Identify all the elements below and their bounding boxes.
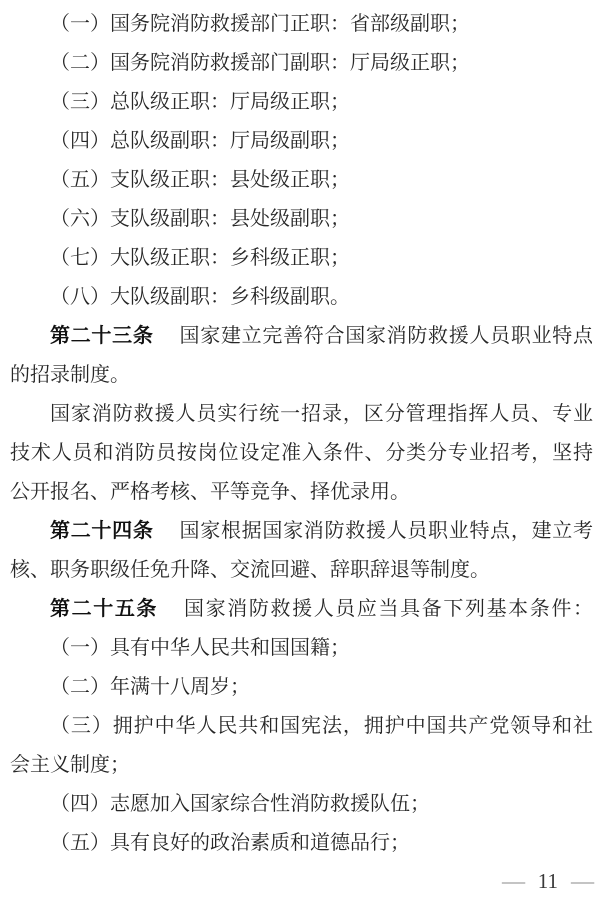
page-footer bbox=[503, 868, 593, 894]
text-line: 公开报名、严格考核、平等竞争、择优录用。 bbox=[10, 481, 410, 503]
text-line: 核、职务职级任免升降、交流回避、辞职辞退等制度。 bbox=[10, 559, 490, 581]
text-line: （四）总队级副职：厅局级副职； bbox=[50, 130, 350, 152]
text-line: （一）国务院消防救援部门正职：省部级副职； bbox=[50, 13, 470, 35]
text-line: 会主义制度； bbox=[10, 754, 130, 776]
text-line: （三）拥护中华人民共和国宪法，拥护中国共产党领导和社 bbox=[50, 715, 593, 737]
article-number: 第二十五条 bbox=[50, 598, 159, 620]
text-line: （三）总队级正职：厅局级正职； bbox=[50, 91, 350, 113]
text-line: 的招录制度。 bbox=[10, 364, 130, 386]
text-line: （五）支队级正职：县处级正职； bbox=[50, 169, 350, 191]
page-number: 11 bbox=[537, 869, 558, 893]
text-line: 技术人员和消防员按岗位设定准入条件、分类分专业招考，坚持 bbox=[10, 442, 593, 464]
text-line: 国家消防救援人员实行统一招录，区分管理指挥人员、专业 bbox=[50, 403, 593, 425]
article-line: 第二十四条 国家根据国家消防救援人员职业特点，建立考 bbox=[50, 520, 593, 542]
text-line: （六）支队级副职：县处级副职； bbox=[50, 208, 350, 230]
text-line: （七）大队级正职：乡科级正职； bbox=[50, 247, 350, 269]
text-line: （二）年满十八周岁； bbox=[50, 676, 250, 698]
footer-dash-left: — bbox=[501, 869, 525, 893]
text-line: （二）国务院消防救援部门副职：厅局级正职； bbox=[50, 52, 470, 74]
document-body bbox=[10, 5, 593, 863]
text-line: （四）志愿加入国家综合性消防救援队伍； bbox=[50, 793, 430, 815]
article-number: 第二十四条 bbox=[50, 520, 154, 542]
article-number: 第二十三条 bbox=[50, 325, 154, 347]
text-line: （一）具有中华人民共和国国籍； bbox=[50, 637, 350, 659]
footer-dash-right: — bbox=[570, 869, 595, 893]
text-line: （八）大队级副职：乡科级副职。 bbox=[50, 286, 350, 308]
text-line: （五）具有良好的政治素质和道德品行； bbox=[50, 832, 410, 854]
article-line: 第二十五条 国家消防救援人员应当具备下列基本条件： bbox=[50, 598, 593, 620]
article-line: 第二十三条 国家建立完善符合国家消防救援人员职业特点 bbox=[50, 325, 593, 347]
